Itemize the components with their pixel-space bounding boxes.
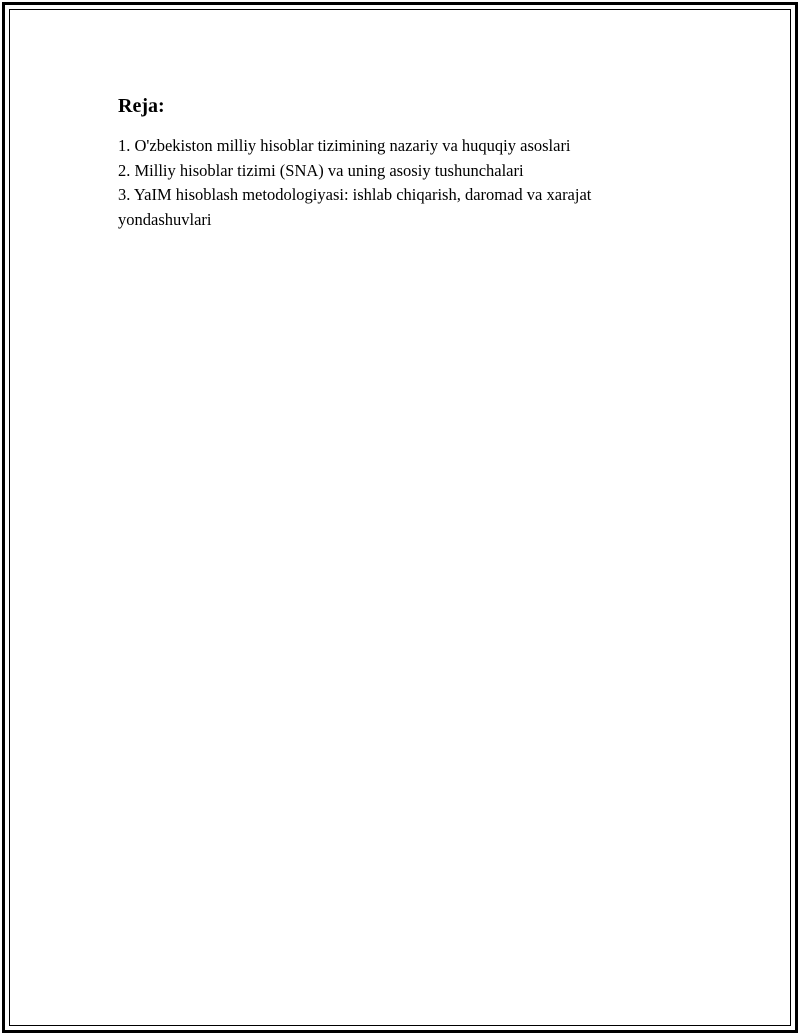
plan-item-3: 3. YaIM hisoblash metodologiyasi: ishlab chiqarish, daromad va xarajat yondashuvlari: [118, 185, 592, 229]
plan-item-1: 1. O'zbekiston milliy hisoblar tizimining nazariy va huquqiy asoslari: [118, 136, 571, 155]
page-title: Reja:: [118, 95, 165, 117]
plan-item-2: 2. Milliy hisoblar tizimi (SNA) va uning asosiy tushunchalari: [118, 160, 524, 180]
plan-list: [118, 134, 678, 232]
page-content: [118, 92, 678, 232]
